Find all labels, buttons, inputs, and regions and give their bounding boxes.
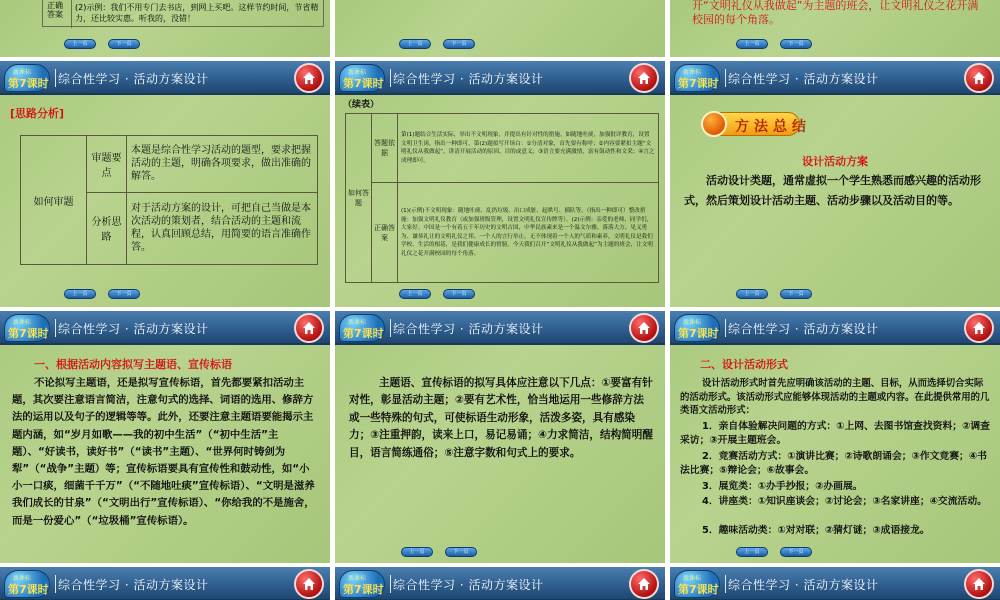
prev-button[interactable]: 上一页	[64, 39, 96, 49]
slide-3-1[interactable]	[0, 311, 330, 563]
slide-title: 综合性学习 · 活动方案设计	[728, 578, 879, 592]
slide-3-2[interactable]	[335, 311, 665, 563]
next-button[interactable]: 下一页	[780, 289, 812, 299]
logo: 新课标 第7课时	[339, 570, 385, 598]
logo: 新课标 第7课时	[4, 64, 50, 92]
row-label: 正确答案	[47, 1, 63, 19]
slide-2-2[interactable]	[335, 61, 665, 307]
list-item: 5．趣味活动类：①对对联；②猜灯谜；③成语接龙。	[702, 525, 930, 536]
method-summary-badge: 方法总结	[702, 112, 800, 136]
next-button[interactable]: 下一页	[445, 547, 477, 557]
answer-table	[42, 0, 324, 27]
slide-header	[670, 61, 1000, 95]
table-left-cell: 如何审题	[21, 136, 87, 265]
row-label: 正确答案	[372, 183, 398, 283]
prev-button[interactable]: 上一页	[736, 39, 768, 49]
slide-4-3[interactable]	[670, 567, 1000, 600]
slide-header	[0, 567, 330, 600]
home-icon[interactable]	[294, 569, 324, 599]
slide-header	[670, 567, 1000, 600]
slide-2-3[interactable]	[670, 61, 1000, 307]
slide-header	[0, 311, 330, 345]
slide-title: 综合性学习 · 活动方案设计	[728, 72, 879, 86]
row-text: 本题是综合性学习活动的题型，要求把握活动的主题，明确各项要求，做出准确的解答。	[127, 136, 318, 193]
logo: 新课标 第7课时	[4, 570, 50, 598]
badge-dot-icon	[701, 111, 727, 137]
answer-text: (2)示例：我们不用专门去书店，到网上买吧。这样节约时间，节省精力，还比较实惠。听我的，没错！	[75, 3, 319, 23]
slide-title: 综合性学习 · 活动方案设计	[393, 322, 544, 336]
home-icon[interactable]	[629, 313, 659, 343]
home-icon[interactable]	[629, 63, 659, 93]
home-icon[interactable]	[629, 569, 659, 599]
prev-button[interactable]: 上一页	[401, 547, 433, 557]
slide-title: 综合性学习 · 活动方案设计	[58, 322, 209, 336]
home-icon[interactable]	[964, 569, 994, 599]
logo: 新课标 第7课时	[339, 314, 385, 342]
slide-header	[335, 311, 665, 345]
row-label: 答题依据	[372, 114, 398, 183]
prev-button[interactable]: 上一页	[399, 39, 431, 49]
slide-4-1[interactable]	[0, 567, 330, 600]
row-label: 分析思路	[87, 192, 127, 265]
list-item: 3．展览类：①办手抄报；②办画展。	[702, 481, 863, 492]
summary-subtitle: 设计活动方案	[802, 155, 868, 168]
home-icon[interactable]	[294, 63, 324, 93]
row-text: 对于活动方案的设计，可把自己当做是本次活动的策划者，结合活动的主题和流程，认真回顾总结，用简要的语言准确作答。	[127, 192, 318, 265]
home-icon[interactable]	[294, 313, 324, 343]
section-title: [思路分析]	[10, 107, 65, 120]
section-intro: 设计活动形式时首先应明确该活动的主题、目标，从而选择切合实际的活动形式。该活动形式应能够体现活动的主题或内容。在此提供常用的几类语文活动形式：	[680, 378, 990, 417]
slide-1-1[interactable]	[0, 0, 330, 57]
section-text: 主题语、宣传标语的拟写具体应注意以下几点：①要富有针对性，彰显活动主题；②要有艺术性，恰当地运用一些修辞方法或一些特殊的句式，可使标语生动形象，活泼多姿，具有感染力；③注重押韵，读来上口，易记易诵；④力求简洁，结构简明醒目，语言简练通俗；⑤注意字数和句式上的要求。	[349, 377, 653, 459]
answer-text: 开“文明礼仪从我做起”为主题的班会，让文明礼仪之花开满校园的每个角落。	[692, 0, 979, 26]
slide-title: 综合性学习 · 活动方案设计	[58, 72, 209, 86]
section-text: 不论拟写主题语，还是拟写宣传标语，首先都要紧扣活动主题，其次要注意语言简洁，注意句式的选择、词语的选用、修辞方法的运用以及句子的逻辑等等。此外，还要注意主题语要能揭示主题内涵，如“岁月如歌——我的初中生活”（“初中生活”主题）、“好读书，读好书”（“读书”主题）、“世界何时铸剑为犁”（“战争”主题）等；宣传标语要具有宣传性和鼓动性，如“小小一口痰，细菌千千万”（“不随地吐痰”宣传标语）、“文明是滋养我们成长的甘泉”（“文明出行”宣传标语）、“你给我的不是施舍，而是一份爱心”（“垃圾桶”宣传标语）。	[12, 377, 315, 527]
next-button[interactable]: 下一页	[780, 39, 812, 49]
next-button[interactable]: 下一页	[443, 289, 475, 299]
row-text: 第(1)题结合生活实际，举出不文明现象，并提出有针对性的措施。如随地吐痰，加强批评教育，设置文明卫生岗，指出一种即可。第(2)题拟写开场白：①分清对象，首先要有称呼；②内容要紧扣主题“文明礼仪从我做起”，讲清开展活动的原因、目的或意义；③语言要充满激情，富有鼓动性和文采；④言之成理即可。	[398, 114, 659, 183]
section-heading: 一、根据活动内容拟写主题语、宣传标语	[34, 358, 232, 371]
next-button[interactable]: 下一页	[443, 39, 475, 49]
prev-button[interactable]: 上一页	[399, 289, 431, 299]
slide-header	[670, 311, 1000, 345]
slide-title: 综合性学习 · 活动方案设计	[728, 322, 879, 336]
logo: 新课标 第7课时	[4, 314, 50, 342]
home-icon[interactable]	[964, 63, 994, 93]
logo: 新课标 第7课时	[674, 314, 720, 342]
analysis-table	[20, 135, 318, 265]
list-item: 2．竞赛活动方式：①演讲比赛；②诗歌朗诵会；③作文竞赛；④书法比赛；⑤辩论会；⑥故事会。	[680, 451, 987, 477]
slide-2-1[interactable]	[0, 61, 330, 307]
slide-1-2[interactable]	[335, 0, 665, 57]
logo: 新课标 第7课时	[339, 64, 385, 92]
next-button[interactable]: 下一页	[108, 289, 140, 299]
row-label: 审题要点	[87, 136, 127, 193]
prev-button[interactable]: 上一页	[736, 547, 768, 557]
answer-table	[345, 113, 659, 283]
slide-title: 综合性学习 · 活动方案设计	[58, 578, 209, 592]
slide-title: 综合性学习 · 活动方案设计	[393, 72, 544, 86]
home-icon[interactable]	[964, 313, 994, 343]
slide-3-3[interactable]	[670, 311, 1000, 563]
slide-title: 综合性学习 · 活动方案设计	[393, 578, 544, 592]
logo: 新课标 第7课时	[674, 570, 720, 598]
slide-header	[335, 61, 665, 95]
next-button[interactable]: 下一页	[108, 39, 140, 49]
slide-1-3[interactable]	[670, 0, 1000, 57]
list-item: 1．亲自体验解决问题的方式：①上网、去图书馆查找资料；②调查采访；③开展主题班会。	[680, 421, 990, 447]
slide-4-2[interactable]	[335, 567, 665, 600]
next-button[interactable]: 下一页	[780, 547, 812, 557]
summary-text: 活动设计类题，通常虚拟一个学生熟悉而感兴趣的活动形式，然后策划设计活动主题、活动步骤以及活动目的等。	[684, 174, 981, 207]
table-left-cell: 如何答题	[346, 114, 372, 283]
list-item: 4．讲座类：①知识座谈会；②讨论会；③名家讲座；④交流活动。	[702, 496, 987, 507]
continued-label: （续表）	[343, 100, 380, 110]
slide-header	[335, 567, 665, 600]
prev-button[interactable]: 上一页	[64, 289, 96, 299]
section-heading: 二、设计活动形式	[700, 358, 788, 371]
prev-button[interactable]: 上一页	[736, 289, 768, 299]
logo: 新课标 第7课时	[674, 64, 720, 92]
slide-header	[0, 61, 330, 95]
row-text: (1)(示例)不文明现象：随地吐痰、乱扔垃圾、出口成脏、起哄号、插队等。（指出一种即可）整改措施：加强文明礼仪教育（或加强班级管理，设置文明礼仪宣传牌等）。(2)示例：亲爱的老师、同学们，大家好。中国是一个有着五千年历史的文明古国，中华民族素来是一个温文尔雅、落落大方、见义勇为、谦恭礼让的文明礼仪之邦。一个人的言行举止，无不体现着一个人的气质和素养，文明礼仪是我们学校、生活的根基，是我们健康成长的臂膀。今天我们召开“文明礼仪从我做起”为主题的班会，让文明礼仪之花开满校园的每个角落。	[398, 183, 659, 283]
